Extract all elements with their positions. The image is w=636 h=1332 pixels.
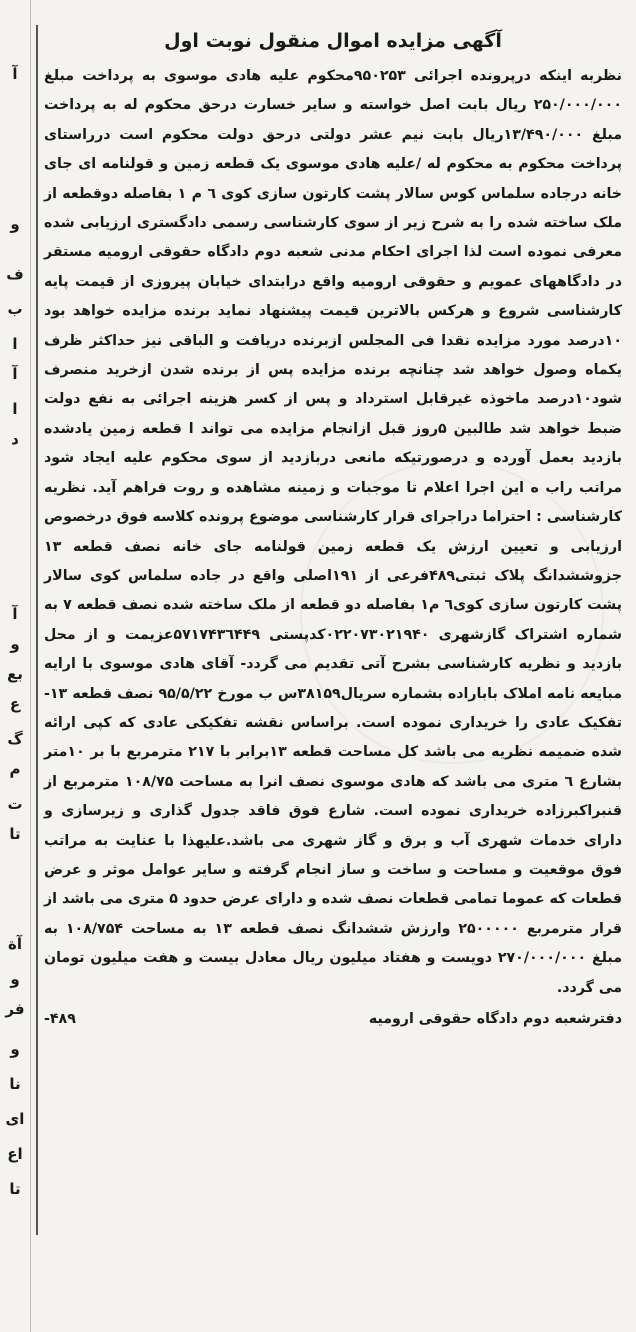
fragment-char: گ <box>7 730 23 748</box>
fragment-char: ت <box>7 795 23 813</box>
footer-code: ۴۸۹- <box>44 1011 76 1027</box>
fragment-char: و <box>10 635 20 653</box>
fragment-char: ب <box>7 300 23 318</box>
fragment-char: و <box>10 1040 20 1058</box>
fragment-char: ای <box>5 1110 25 1128</box>
column-divider <box>36 25 38 1235</box>
notice-footer <box>44 1005 622 1034</box>
fragment-char: ا <box>12 400 18 418</box>
fragment-char: آة <box>8 935 22 953</box>
fragment-char: تا <box>9 825 21 843</box>
auction-notice <box>44 28 622 1034</box>
fragment-char: و <box>10 215 20 233</box>
neighbor-column-fragment <box>0 0 31 1332</box>
notice-body: نظربه اینکه درپرونده اجرائی ۹۵۰۲۵۳محکوم علیه هادی موسوی به پرداخت مبلغ ۲۵۰/۰۰۰/۰۰۰ ریال بابت اصل خواسته و سایر خسارت درحق محکوم له به پرداخت مبلغ ۱۳/۴۹۰/۰۰۰ریال بابت نیم عشر دولتی درحق دولت محکوم است درراستای پرداخت محکوم به محکوم له /علیه هادی موسوی یک قطعه زمین و قولنامه ای جای خانه درجاده سلماس کوس سالار پشت کارتون سازی کوی ٦ م ۱ بفاصله دوقطعه از ملک ساخته شده را به شرح زیر از سوی کارشناسی رسمی دادگستری ارزیابی شده معرفی نموده است لذا اجرای احکام مدنی شعبه دوم دادگاه حقوقی ارومیه مستقر در دادگاههای عمویم و حقوقی ارومیه واقع درابتدای خیابان پیروزی از قیمت پایه کارشناسی شروع و هرکس بالاترین قیمت پیشنهاد نماید برنده مزایده خواهد بود ۱۰درصد مورد مزایده نقدا فی المجلس ازبرنده دریافت و الباقی نیز حداکثر ظرف یکماه وصول خواهد شد چنانچه برنده مزایده پس از برنده شدن ازخرید منصرف شود۱۰درصد ماخوذه غیرقابل استرداد و پس از کسر هزینه اجرائی به نفع دولت ضبط خواهد شد طالبین ۵روز قبل ازانجام مزایده می تواند ا قطعه زمین یادشده بازدید بعمل آورده و درصورتیکه مانعی دربازدید از سوی محکوم علیه ایجاد شود مراتب راب ه این اجرا اعلام تا موجبات و زمینه مشاهده و روت فراهم آید. نظریه کارشناسی : احتراما دراجرای قرار کارشناسی موضوع پرونده کلاسه فوق درخصوص ارزیابی و تعیین ارزش یک قطعه زمین قولنامه جای خانه نصف قطعه ۱۳ جزوششدانگ پلاک ثبتی۴۸۹فرعی از ۱۹۱اصلی واقع در جاده سلماس کوی سالار پشت کارتون سازی کوی٦ م۱ بفاصله دو قطعه از ملک ساخته شده نصف قطعه ۷ به شماره اشتراک گازشهری ۰۲۲۰۷۳۰۲۱۹۴۰کدپستی ۵۷۱۷۴۳٦۴۴۹عزیمت و از محل بازدید و نظریه کارشناسی بشرح آتی تقدیم می گردد- آقای هادی موسوی با ارایه مبایعه نامه املاک باباراده بشماره سریال۳۸۱۵۹س ب مورخ ۹۵/۵/۲۲ نصف قطعه ۱۳-تفکیک عادی را خریداری نموده است. براساس نقشه تفکیکی عادی که کپی ارائه شده ضمیمه نظریه می باشد کل مساحت قطعه ۱۳برابر با ۲۱۷ مترمربع با بر ۱۰متر بشارع ٦ متری می باشد که هادی موسوی نصف انرا به مساحت ۱۰۸/۷۵ مترمربع از قنبراکبرزاده خریداری نموده است. شارع فوق فاقد جدول گذاری و زیرسازی و دارای خدمات شهری آب و برق و گاز شهری می باشد.علیهذا با عنایت به مراتب فوق موقعیت و مساحت و ساخت و ساز انجام گرفته و سایر عوامل موثر و عرض قطعات که عموما تمامی قطعات نصف شده و دارای عرض حدود ۵ متری می باشد از قرار مترمربع ۲۵۰۰۰۰۰ وارزش ششدانگ نصف قطعه ۱۳ به مساحت ۱۰۸/۷۵۴ به مبلغ ۲۷۰/۰۰۰/۰۰۰ دویست و هفتاد میلیون ریال معادل بیست و هفت میلیون تومان می گردد. <box>44 68 623 996</box>
fragment-char: تا <box>9 1180 21 1198</box>
fragment-char: اع <box>7 1145 23 1163</box>
footer-signature: دفترشعبه دوم دادگاه حقوقی ارومیه <box>368 1011 622 1027</box>
fragment-char: فر <box>5 1000 25 1018</box>
fragment-char: د <box>11 430 19 448</box>
fragment-char: م <box>9 760 21 778</box>
notice-title: آگهی مزایده اموال منقول نوبت اول <box>164 30 502 52</box>
fragment-char: ف <box>6 265 24 283</box>
fragment-char: نا <box>9 1075 21 1093</box>
fragment-char: و <box>10 970 20 988</box>
fragment-char: آ <box>12 365 18 383</box>
fragment-char: آ <box>12 65 18 83</box>
fragment-char: بع <box>7 665 23 683</box>
fragment-char: ا <box>12 335 18 353</box>
fragment-char: آ <box>12 605 18 623</box>
fragment-char: ع <box>9 695 21 713</box>
